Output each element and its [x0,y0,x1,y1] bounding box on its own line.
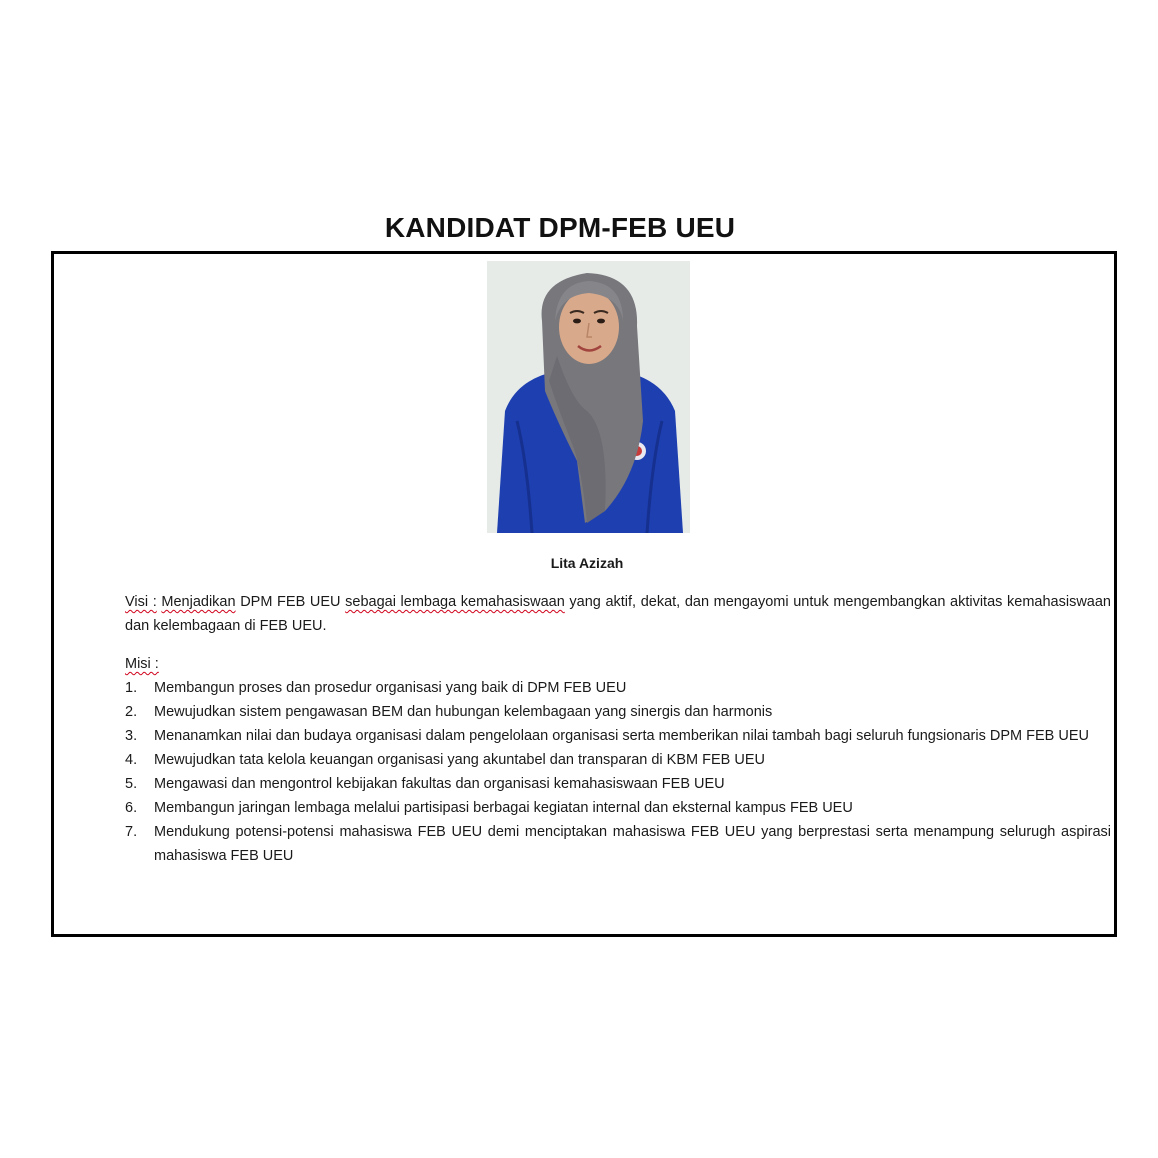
misi-list [125,676,1111,868]
misi-item [125,820,1111,868]
misi-item-number: 3. [125,728,138,744]
visi-text-part: yang aktif, dekat, dan mengayomi untuk mengembangkan aktivitas kemahasiswaan dan kelembagaan di FEB UEU. [125,594,1111,634]
misi-item-number: 4. [125,752,138,768]
misi-item [125,676,1111,700]
misi-item-text: Mengawasi dan mengontrol kebijakan fakultas dan organisasi kemahasiswaan FEB UEU [154,776,725,792]
candidate-content [125,590,1111,868]
visi-paragraph [125,590,1111,638]
misi-item-text: Mewujudkan sistem pengawasan BEM dan hubungan kelembagaan yang sinergis dan harmonis [154,704,773,720]
candidate-portrait [487,261,690,533]
misi-item-text: Menanamkan nilai dan budaya organisasi dalam pengelolaan organisasi serta memberikan nilai tambah bagi seluruh fungsionaris DPM FEB UEU [154,728,1089,744]
visi-text-part: DPM FEB UEU [235,594,346,610]
misi-item-number: 7. [125,824,138,840]
candidate-card [51,251,1117,937]
visi-text-part: Menjadikan [161,594,236,610]
misi-label [125,652,1111,676]
misi-item-text: Membangun proses dan prosedur organisasi yang baik di DPM FEB UEU [154,680,627,696]
candidate-name: Lita Azizah [550,555,624,571]
misi-item [125,700,1111,724]
misi-item-number: 2. [125,704,138,720]
misi-item-number: 5. [125,776,138,792]
misi-label-text: Misi : [125,656,159,672]
misi-item [125,748,1111,772]
candidate-photo [487,261,690,533]
misi-item-text: Mewujudkan tata kelola keuangan organisasi yang akuntabel dan transparan di KBM FEB UEU [154,752,765,768]
misi-item [125,772,1111,796]
visi-text-part: sebagai lembaga kemahasiswaan [345,594,565,610]
misi-item [125,724,1111,748]
misi-item-number: 6. [125,800,138,816]
misi-item-text: Membangun jaringan lembaga melalui partisipasi berbagai kegiatan internal dan eksternal kampus FEB UEU [154,800,853,816]
misi-item-text: Mendukung potensi-potensi mahasiswa FEB UEU demi menciptakan mahasiswa FEB UEU yang berprestasi serta menampung selurugh aspirasi mahasiswa FEB UEU [154,824,1111,864]
page-title: KANDIDAT DPM-FEB UEU [384,212,736,243]
misi-item [125,796,1111,820]
visi-label: Visi : [125,594,157,610]
misi-item-number: 1. [125,680,138,696]
